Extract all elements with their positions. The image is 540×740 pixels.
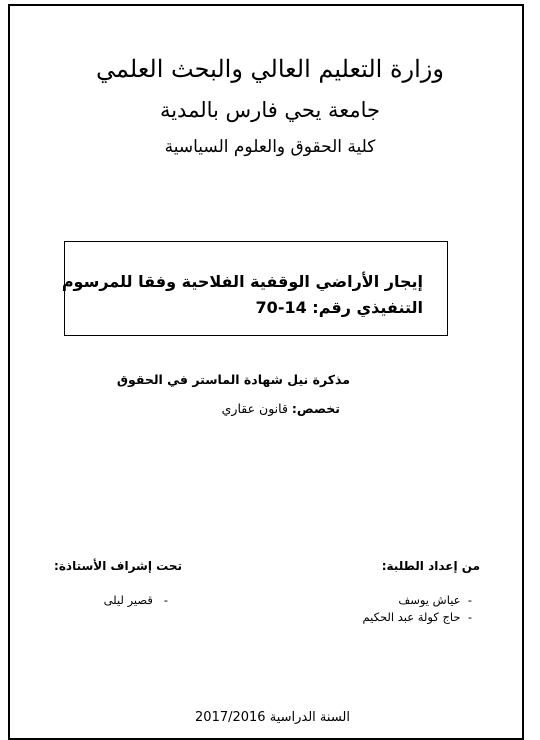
supervisor-label: تحت إشراف الأستاذة: — [54, 559, 182, 573]
list-dash: - — [460, 610, 472, 624]
thesis-title — [62, 269, 423, 321]
memo-degree: مذكرة نيل شهادة الماستر في الحقوق — [116, 372, 350, 387]
list-dash: - — [152, 593, 168, 607]
specialty-line — [222, 401, 340, 416]
supervisor-item — [104, 593, 168, 607]
thesis-title-line-1: إيجار الأراضي الوقفية الفلاحية وفقا للمرسوم — [61, 272, 423, 291]
title-box — [61, 241, 448, 336]
student-name: حاج كولة عبد الحكيم — [362, 610, 461, 624]
thesis-title-line-2: التنفيذي رقم: 14-70 — [255, 298, 423, 317]
ministry-name: وزارة التعليم العالي والبحث العلمي — [96, 55, 444, 83]
student-name: عياش يوسف — [398, 593, 461, 607]
student-item — [398, 593, 472, 607]
list-dash: - — [460, 593, 472, 607]
supervisor-name: قصير ليلى — [103, 593, 153, 607]
specialty-value: قانون عقاري — [221, 401, 288, 416]
academic-year: السنة الدراسية 2017/2016 — [195, 710, 350, 725]
prepared-by-label: من إعداد الطلبة: — [381, 559, 480, 573]
faculty-name: كلية الحقوق والعلوم السياسية — [164, 137, 376, 157]
specialty-label: تخصص: — [291, 401, 340, 416]
university-name: جامعة يحي فارس بالمدية — [159, 98, 381, 122]
student-item — [362, 610, 472, 624]
